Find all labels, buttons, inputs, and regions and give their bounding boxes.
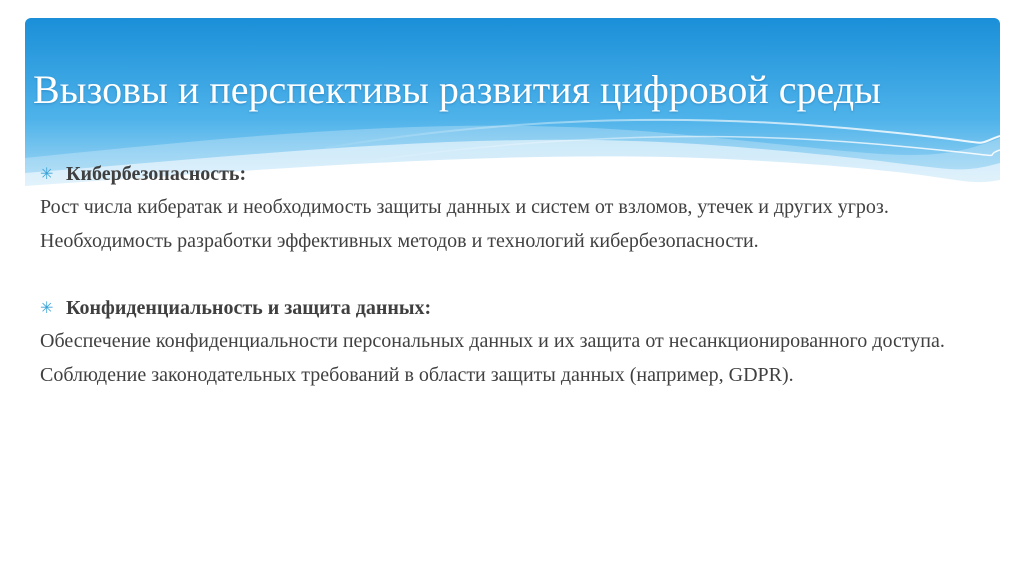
section-heading-row xyxy=(40,294,990,322)
paragraph: Необходимость разработки эффективных методов и технологий кибербезопасности. xyxy=(40,230,759,252)
asterisk-bullet-icon: ✳ xyxy=(40,164,54,183)
paragraph: Обеспечение конфиденциальности персональных данных и их защита от несанкционированного доступа. xyxy=(40,330,945,352)
section-heading-row xyxy=(40,160,990,188)
paragraph: Рост числа кибератак и необходимость защиты данных и систем от взломов, утечек и других угроз. xyxy=(40,196,889,218)
section-heading: Кибербезопасность: xyxy=(66,163,247,185)
section-privacy xyxy=(40,294,990,390)
slide-title: Вызовы и перспективы развития цифровой среды xyxy=(33,67,882,112)
slide-content xyxy=(40,160,990,390)
asterisk-bullet-icon: ✳ xyxy=(40,298,54,317)
paragraph: Соблюдение законодательных требований в области защиты данных (например, GDPR). xyxy=(40,364,794,386)
section-cybersecurity xyxy=(40,160,990,256)
section-heading: Конфиденциальность и защита данных: xyxy=(66,297,432,319)
